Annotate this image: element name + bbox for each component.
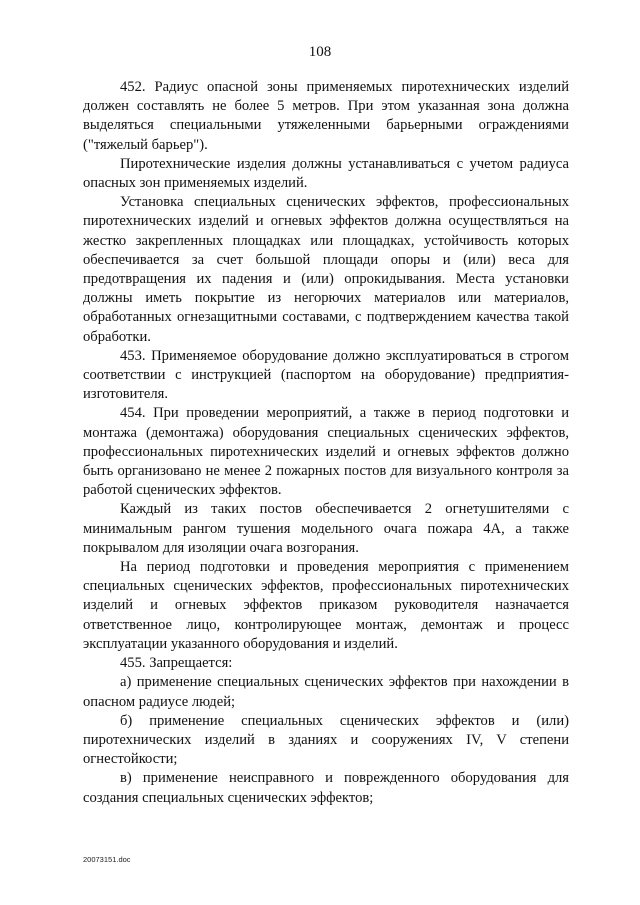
list-item-b: б) применение специальных сценических эффектов и (или) пиротехнических изделий в зданиях и сооружениях IV, V степени огнестойкости; xyxy=(83,712,569,768)
paragraph-453: 453. Применяемое оборудование должно эксплуатироваться в строгом соответствии с инструкцией (паспортом на оборудование) предприятия-изготовителя. xyxy=(83,347,569,403)
paragraph-responsible-person: На период подготовки и проведения мероприятия с применением специальных сценических эффектов, профессиональных пиротехнических изделий и огневых эффектов приказом руководителя назначается ответственное лицо, контролирующее монтаж, демонтаж и процесс эксплуатации указанного оборудования и изделий. xyxy=(83,559,569,652)
document-body xyxy=(83,78,569,808)
paragraph-455: 455. Запрещается: xyxy=(120,655,233,672)
file-name-footer: 20073151.doc xyxy=(83,855,131,864)
paragraph-452: 452. Радиус опасной зоны применяемых пиротехнических изделий должен составлять не более 5 метров. При этом указанная зона должна выделяться специальными утяжеленными барьерными ограждениями ("тяжелый барьер"). xyxy=(83,79,569,153)
paragraph-fire-posts: Каждый из таких постов обеспечивается 2 огнетушителями с минимальным рангом тушения модельного очага пожара 4А, а также покрывалом для изоляции очага возгорания. xyxy=(83,501,569,556)
list-item-v: в) применение неисправного и поврежденного оборудования для создания специальных сценических эффектов; xyxy=(83,770,569,806)
paragraph-installation: Установка специальных сценических эффектов, профессиональных пиротехнических изделий и огневых эффектов должна осуществляться на жестко закрепленных площадках или площадках, устойчивость которых обеспечивается за счет большой площади опоры и (или) веса для предотвращения их падения и (или) опрокидывания. Места установки должны иметь покрытие из негорючих материалов или материалов, обработанных огнезащитными составами, с подтверждением качества такой обработки. xyxy=(83,194,569,345)
list-item-a: а) применение специальных сценических эффектов при нахождении в опасном радиусе людей; xyxy=(83,674,569,710)
page-number: 108 xyxy=(308,44,332,60)
paragraph-pyro-radius: Пиротехнические изделия должны устанавливаться с учетом радиуса опасных зон применяемых изделий. xyxy=(83,155,569,192)
paragraph-454: 454. При проведении мероприятий, а также в период подготовки и монтажа (демонтажа) оборудования специальных сценических эффектов, профессиональных пиротехнических изделий и огневых эффектов должно быть организовано не менее 2 пожарных постов для визуального контроля за работой сценических эффектов. xyxy=(83,405,569,499)
